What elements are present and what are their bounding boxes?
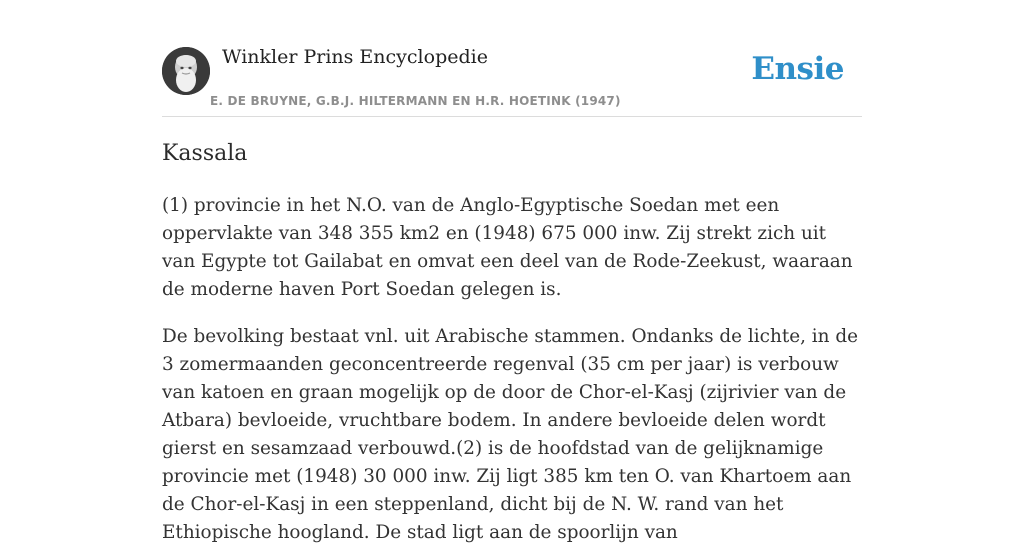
article-paragraph: De bevolking bestaat vnl. uit Arabische stammen. Ondanks de lichte, in de 3 zomermaanden geconcentreerde regenval (35 cm per jaar) is verbouw van katoen en graan mogelijk op de door de Chor-el-Kasj (zijrivier van de Atbara) bevloeide, vruchtbare bodem. In andere bevloeide delen wordt gierst en sesamzaad verbouwd.(2) is de hoofdstad van de gelijknamige provincie met (1948) 30 000 inw. Zij ligt 385 km ten O. van Khartoem aan de Chor-el-Kasj in een steppenland, dicht bij de N. W. rand van het Ethiopische hoogland. De stad ligt aan de spoorlijn van [162, 326, 859, 543]
site-title[interactable]: Winkler Prins Encyclopedie [222, 46, 488, 68]
authors-line: E. DE BRUYNE, G.B.J. HILTERMANN EN H.R. HOETINK (1947) [210, 94, 621, 108]
page-container [162, 0, 862, 543]
article-title: Kassala [162, 141, 248, 166]
article-paragraph: (1) provincie in het N.O. van de Anglo-Egyptische Soedan met een oppervlakte van 348 355 km2 en (1948) 675 000 inw. Zij strekt zich uit van Egypte tot Gailabat en omvat een deel van de Rode-Zeekust, waaraan de moderne haven Port Soedan gelegen is. [162, 195, 853, 300]
bearded-man-portrait-icon [162, 47, 210, 95]
avatar[interactable] [162, 47, 210, 95]
header [162, 0, 862, 117]
brand-logo[interactable]: Ensie [751, 51, 844, 87]
